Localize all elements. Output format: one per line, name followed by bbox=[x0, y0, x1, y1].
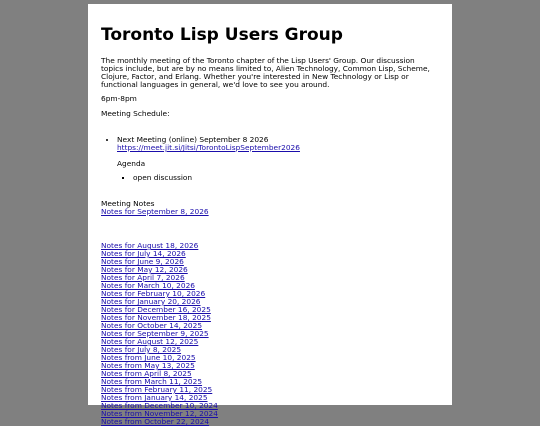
notes-link[interactable]: Notes from April 8, 2025 bbox=[101, 369, 192, 378]
notes-link[interactable]: Notes from January 14, 2025 bbox=[101, 393, 208, 402]
next-meeting-text: Next Meeting (online) September 8 2026 bbox=[117, 135, 269, 144]
notes-link[interactable]: Notes from June 10, 2025 bbox=[101, 353, 196, 362]
notes-link[interactable]: Notes from December 10, 2024 bbox=[101, 401, 218, 410]
meeting-notes-section bbox=[101, 200, 439, 216]
notes-archive-list bbox=[101, 242, 439, 426]
notes-link[interactable]: Notes for March 10, 2026 bbox=[101, 281, 195, 290]
notes-link[interactable]: Notes for February 10, 2026 bbox=[101, 289, 206, 298]
notes-link[interactable]: Notes for August 12, 2025 bbox=[101, 337, 199, 346]
agenda-label: Agenda bbox=[117, 159, 146, 168]
notes-link[interactable]: Notes for October 14, 2025 bbox=[101, 321, 203, 330]
page-content bbox=[88, 4, 452, 426]
next-meeting-link[interactable]: https://meet.jit.si/Jitsi/TorontoLispSeptember2026 bbox=[117, 143, 300, 152]
notes-link[interactable]: Notes for November 18, 2025 bbox=[101, 313, 211, 322]
notes-link[interactable]: Notes for April 7, 2026 bbox=[101, 273, 185, 282]
intro-paragraph: The monthly meeting of the Toronto chapter of the Lisp Users' Group. Our discussion topics include, but are by no means limited to, Alien Technology, Common Lisp, Scheme, Clojure, Factor, and Erlang. Whether you're interested in New Technology or Lisp or functional languages in general, we'd love to see you around. bbox=[101, 56, 430, 89]
current-notes-link[interactable]: Notes for September 8, 2026 bbox=[101, 207, 209, 216]
notes-link[interactable]: Notes for December 16, 2025 bbox=[101, 305, 211, 314]
notes-link[interactable]: Notes from February 11, 2025 bbox=[101, 385, 213, 394]
meeting-notes-label: Meeting Notes bbox=[101, 199, 155, 208]
page-title: Toronto Lisp Users Group bbox=[101, 25, 343, 45]
meeting-time: 6pm-8pm bbox=[101, 94, 137, 103]
notes-link[interactable]: Notes from May 13, 2025 bbox=[101, 361, 195, 370]
notes-link[interactable]: Notes for July 14, 2026 bbox=[101, 249, 186, 258]
agenda-item: ▪ open discussion bbox=[133, 174, 439, 182]
notes-link[interactable]: Notes from March 11, 2025 bbox=[101, 377, 203, 386]
notes-link[interactable]: Notes for January 20, 2026 bbox=[101, 297, 201, 306]
notes-link[interactable]: Notes for September 9, 2025 bbox=[101, 329, 209, 338]
notes-link[interactable]: Notes for June 9, 2026 bbox=[101, 257, 184, 266]
agenda-list bbox=[117, 174, 439, 182]
notes-link[interactable]: Notes for July 8, 2025 bbox=[101, 345, 182, 354]
notes-link[interactable]: Notes for May 12, 2026 bbox=[101, 265, 188, 274]
notes-link[interactable]: Notes from November 12, 2024 bbox=[101, 409, 218, 418]
next-meeting-item bbox=[117, 136, 439, 182]
schedule-label: Meeting Schedule: bbox=[101, 109, 170, 118]
notes-link[interactable]: Notes from October 22, 2024 bbox=[101, 417, 210, 426]
notes-link[interactable]: Notes for August 18, 2026 bbox=[101, 241, 199, 250]
schedule-list bbox=[101, 136, 439, 182]
